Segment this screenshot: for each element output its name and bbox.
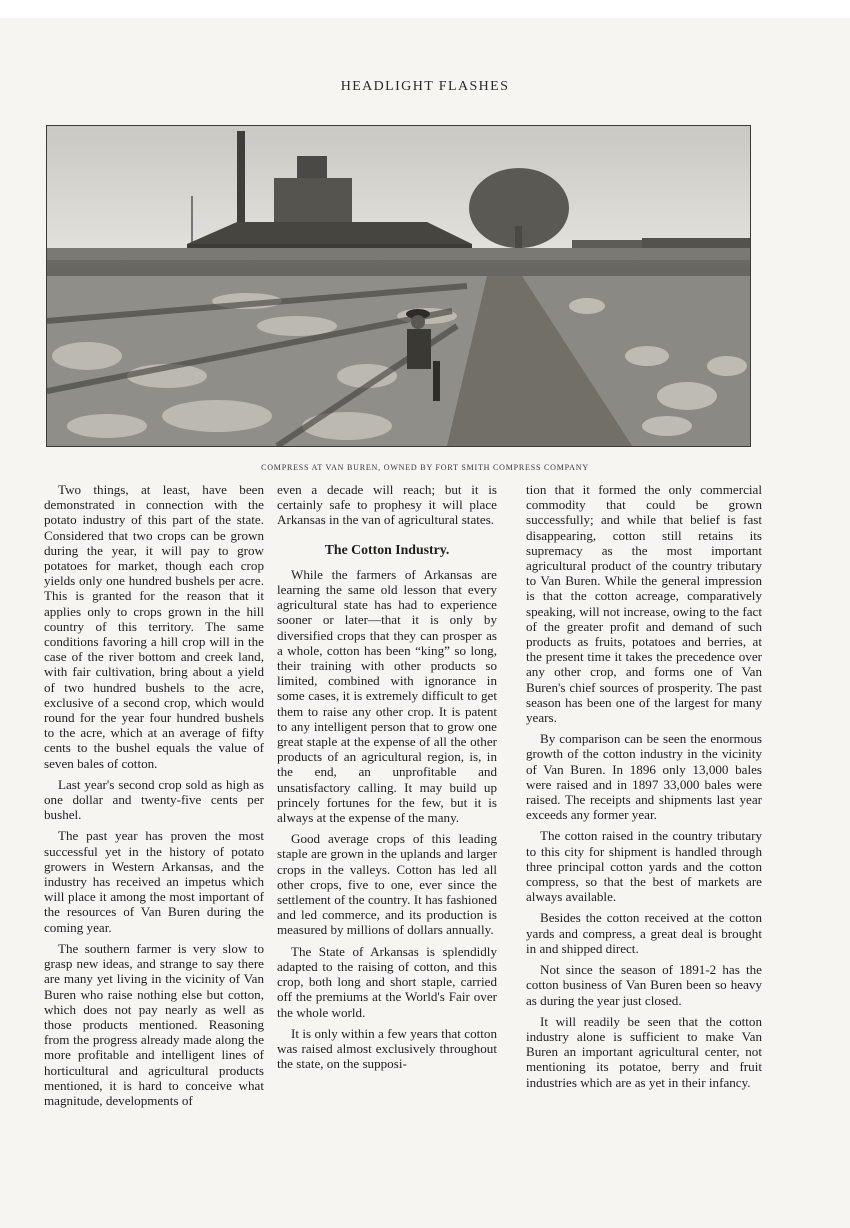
paragraph: Last year's second crop sold as high as one dollar and twenty-five cents per bushel. xyxy=(44,776,264,823)
running-title: HEADLIGHT FLASHES xyxy=(340,79,510,94)
paragraph: It is only within a few years that cotton was raised almost exclusively throughout the state, on the supposi- xyxy=(277,1025,497,1072)
paragraph: The State of Arkansas is splendidly adapted to the raising of cotton, and this crop, both long and short staple, carried off the premiums at the World's Fair over the whole world. xyxy=(277,943,497,1020)
paragraph: By comparison can be seen the enormous growth of the cotton industry in the vicinity of Van Buren. In 1896 only 13,000 bales were raised and in 1897 33,000 bales were raised. The receipts and shipments last year exceeds any former year. xyxy=(526,731,762,823)
paragraph: Besides the cotton received at the cotton yards and compress, a great deal is brought in and shipped direct. xyxy=(526,910,762,956)
paragraph: It will readily be seen that the cotton industry alone is sufficient to make Van Buren an important agricultural center, not mentioning its potatoe, berry and fruit industries which are as yet in their infancy. xyxy=(526,1013,762,1090)
photo-caption: COMPRESS AT VAN BUREN, OWNED BY FORT SMITH COMPRESS COMPANY xyxy=(261,463,589,472)
article-column-3 xyxy=(526,482,762,1096)
paragraph: The southern farmer is very slow to grasp new ideas, and strange to say there are many yet living in the vicinity of Van Buren who raise nothing else but cotton, which does not pay nearly as well as those products mentioned. Reasoning from the progress already made along the more profitable and intelligent lines of horticultural and agricultural products mentioned, it is hard to conceive what magnitude, developments of xyxy=(44,940,264,1108)
paragraph: The past year has proven the most successful yet in the history of potato growers in Western Arkansas, and the industry has received an impetus which will place it among the most important of the resources of Van Buren during the coming year. xyxy=(44,828,264,935)
paragraph-continued: tion that it formed the only commercial commodity that could be grown successfully; and while that belief is fast disappearing, cotton still retains its supremacy as the most important agricultural product of the country tributary to Van Buren. While the general impression is that the cotton acreage, comparatively speaking, will not increase, owing to the fact of the greater profit and demand of such products as fruits, potatoes and berries, at the present time it takes the precedence over any other crop, and forms one of Van Buren's chief sources of prosperity. The past season has been one of the largest for many years. xyxy=(526,482,762,726)
article-column-1 xyxy=(44,482,264,1114)
paragraph: While the farmers of Arkansas are learning the same old lesson that every agricultural state has had to experience sooner or later—that it is only by diversified crops that they can prosper as a whole, cotton has been “king” so long, their training with other products so limited, combined with ignorance in some cases, it is extremely difficult to get them to raise any other crop. It is patent to any intelligent person that to grow one great staple at the expense of all the other products of an agricultural region, is, in the end, an unprofitable and unsatisfactory calling. It may build up princely fortunes for the few, but it is always at the expense of the many. xyxy=(277,566,497,826)
paragraph: The cotton raised in the country tributary to this city for shipment is handled through three principal cotton yards and the cotton compress, so that the best of markets are always available. xyxy=(526,828,762,905)
paragraph: Not since the season of 1891-2 has the cotton business of Van Buren been so heavy as during the year just closed. xyxy=(526,962,762,1008)
cotton-compress-photo xyxy=(46,125,751,447)
page-top-edge xyxy=(0,0,850,18)
paragraph: Good average crops of this leading staple are grown in the uplands and larger crops in the valleys. Cotton has led all other crops, five to one, ever since the settlement of the country. It has fashioned and led commerce, and its production is measured by millions of dollars annually. xyxy=(277,831,497,938)
paragraph-continued: even a decade will reach; but it is certainly safe to prophesy it will place Arkansas in the van of agricultural states. xyxy=(277,482,497,528)
article-column-2 xyxy=(277,482,497,1077)
paragraph: Two things, at least, have been demonstrated in connection with the potato industry of this part of the state. Considered that two crops can be grown during the year, it will pay to grow potatoes for market, though each crop yields only one hundred bushels per acre. This is granted for the reason that it applies only to crops grown in the hill country of this territory. The same conditions favoring a hill crop will in the case of the river bottom and creek land, with fair cultivation, bring about a yield of two hundred bushels to the acre, exclusive of a second crop, which would round for the year four hundred bushels to the acre, which at an average of fifty cents to the bushel equals the value of seven bales of cotton. xyxy=(44,482,264,771)
section-heading: The Cotton Industry. xyxy=(324,541,450,557)
photo-illustration xyxy=(47,126,750,446)
